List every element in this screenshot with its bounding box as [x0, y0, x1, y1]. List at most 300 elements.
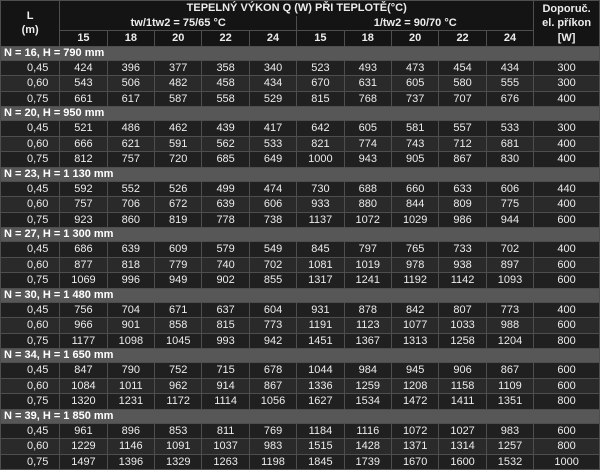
output-cell: 962	[155, 378, 202, 394]
output-cell: 774	[344, 136, 391, 152]
output-cell: 819	[155, 212, 202, 228]
output-cell: 880	[344, 197, 391, 213]
output-cell: 1084	[60, 378, 107, 394]
temp-a-24: 24	[249, 31, 296, 47]
output-cell: 993	[202, 333, 249, 349]
output-cell: 396	[107, 60, 154, 76]
length-unit: (m)	[21, 24, 39, 37]
output-cell: 815	[297, 91, 344, 107]
power-cell: 400	[534, 136, 600, 152]
output-cell: 1497	[60, 454, 107, 470]
output-cell: 1411	[439, 394, 486, 410]
output-cell: 986	[439, 212, 486, 228]
output-cell: 606	[249, 197, 296, 213]
output-cell: 358	[202, 60, 249, 76]
output-cell: 878	[344, 302, 391, 318]
output-cell: 605	[391, 76, 438, 92]
output-cell: 609	[155, 242, 202, 258]
output-cell: 557	[439, 121, 486, 137]
table-row	[1, 273, 600, 289]
table-row	[1, 197, 600, 213]
output-cell: 1451	[297, 333, 344, 349]
table-row	[1, 181, 600, 197]
output-cell: 1091	[155, 439, 202, 455]
output-cell: 1184	[297, 423, 344, 439]
output-cell: 1045	[155, 333, 202, 349]
output-cell: 686	[60, 242, 107, 258]
output-cell: 523	[297, 60, 344, 76]
table-title: TEPELNÝ VÝKON Q (W) PŘI TEPLOTĚ(°C)	[60, 1, 534, 16]
temp-b-24: 24	[486, 31, 533, 47]
output-cell: 706	[107, 197, 154, 213]
output-cell: 633	[439, 181, 486, 197]
table-row	[1, 212, 600, 228]
length-cell: 0,45	[1, 181, 60, 197]
output-cell: 621	[107, 136, 154, 152]
output-cell: 1263	[202, 454, 249, 470]
power-cell: 600	[534, 378, 600, 394]
length-cell: 0,75	[1, 394, 60, 410]
output-cell: 847	[60, 363, 107, 379]
temp-a-18: 18	[107, 31, 154, 47]
output-cell: 737	[391, 91, 438, 107]
length-cell: 0,60	[1, 378, 60, 394]
output-cell: 439	[202, 121, 249, 137]
table-row	[1, 136, 600, 152]
output-cell: 434	[486, 60, 533, 76]
output-cell: 1198	[249, 454, 296, 470]
power-cell: 600	[534, 212, 600, 228]
table-row	[1, 394, 600, 410]
group-header-row	[1, 167, 600, 181]
output-cell: 1191	[297, 318, 344, 334]
output-cell: 942	[249, 333, 296, 349]
temp-b-22: 22	[439, 31, 486, 47]
output-cell: 1258	[439, 333, 486, 349]
length-cell: 0,45	[1, 423, 60, 439]
temp-a-20: 20	[155, 31, 202, 47]
output-cell: 637	[202, 302, 249, 318]
output-cell: 666	[60, 136, 107, 152]
table-row	[1, 152, 600, 168]
output-cell: 506	[107, 76, 154, 92]
output-cell: 897	[486, 257, 533, 273]
group-label: N = 39, H = 1 850 mm	[1, 409, 600, 423]
output-cell: 1019	[344, 257, 391, 273]
output-cell: 521	[60, 121, 107, 137]
output-cell: 984	[344, 363, 391, 379]
output-cell: 961	[60, 423, 107, 439]
output-cell: 1072	[344, 212, 391, 228]
output-cell: 757	[60, 197, 107, 213]
output-cell: 672	[155, 197, 202, 213]
length-cell: 0,45	[1, 60, 60, 76]
output-cell: 902	[202, 273, 249, 289]
power-cell: 400	[534, 152, 600, 168]
power-cell: 800	[534, 439, 600, 455]
table-row	[1, 242, 600, 258]
length-cell: 0,60	[1, 197, 60, 213]
output-cell: 1317	[297, 273, 344, 289]
group-label: N = 23, H = 1 130 mm	[1, 167, 600, 181]
output-cell: 752	[155, 363, 202, 379]
output-cell: 462	[155, 121, 202, 137]
power-column-header	[534, 1, 600, 47]
output-cell: 1336	[297, 378, 344, 394]
length-cell: 0,60	[1, 136, 60, 152]
output-cell: 1532	[486, 454, 533, 470]
output-cell: 473	[391, 60, 438, 76]
output-cell: 1029	[391, 212, 438, 228]
output-cell: 1027	[439, 423, 486, 439]
length-cell: 0,45	[1, 363, 60, 379]
output-cell: 1204	[486, 333, 533, 349]
output-cell: 676	[486, 91, 533, 107]
output-cell: 730	[297, 181, 344, 197]
output-cell: 499	[202, 181, 249, 197]
temp-a-22: 22	[202, 31, 249, 47]
output-cell: 707	[439, 91, 486, 107]
output-cell: 812	[60, 152, 107, 168]
output-cell: 945	[391, 363, 438, 379]
output-cell: 606	[486, 181, 533, 197]
group-label: N = 30, H = 1 480 mm	[1, 288, 600, 302]
output-cell: 1123	[344, 318, 391, 334]
output-cell: 811	[202, 423, 249, 439]
output-cell: 867	[486, 363, 533, 379]
output-cell: 702	[486, 242, 533, 258]
group-header-row	[1, 107, 600, 121]
output-cell: 1396	[107, 454, 154, 470]
table-row	[1, 454, 600, 470]
output-cell: 996	[107, 273, 154, 289]
output-cell: 773	[486, 302, 533, 318]
output-cell: 671	[155, 302, 202, 318]
output-cell: 1137	[297, 212, 344, 228]
output-cell: 1367	[344, 333, 391, 349]
table-header	[1, 1, 600, 47]
output-cell: 604	[249, 302, 296, 318]
output-cell: 988	[486, 318, 533, 334]
output-cell: 944	[486, 212, 533, 228]
power-cell: 600	[534, 257, 600, 273]
output-cell: 493	[344, 60, 391, 76]
output-cell: 543	[60, 76, 107, 92]
output-cell: 914	[202, 378, 249, 394]
table-row	[1, 423, 600, 439]
output-cell: 661	[60, 91, 107, 107]
output-cell: 906	[439, 363, 486, 379]
output-cell: 712	[439, 136, 486, 152]
output-cell: 1320	[60, 394, 107, 410]
output-cell: 867	[439, 152, 486, 168]
length-cell: 0,45	[1, 242, 60, 258]
output-cell: 580	[439, 76, 486, 92]
output-cell: 1177	[60, 333, 107, 349]
output-cell: 562	[202, 136, 249, 152]
output-cell: 733	[439, 242, 486, 258]
output-cell: 797	[344, 242, 391, 258]
power-cell: 300	[534, 60, 600, 76]
output-cell: 642	[297, 121, 344, 137]
table-row	[1, 439, 600, 455]
group-header-row	[1, 46, 600, 60]
output-cell: 983	[486, 423, 533, 439]
output-cell: 660	[391, 181, 438, 197]
temp-b-20: 20	[391, 31, 438, 47]
output-cell: 1329	[155, 454, 202, 470]
output-cell: 738	[249, 212, 296, 228]
output-cell: 1670	[391, 454, 438, 470]
output-cell: 1600	[439, 454, 486, 470]
output-cell: 639	[107, 242, 154, 258]
output-cell: 1627	[297, 394, 344, 410]
length-cell: 0,60	[1, 439, 60, 455]
power-cell: 400	[534, 242, 600, 258]
power-cell: 300	[534, 76, 600, 92]
output-cell: 617	[107, 91, 154, 107]
output-cell: 1314	[439, 439, 486, 455]
output-cell: 704	[107, 302, 154, 318]
output-cell: 581	[391, 121, 438, 137]
power-cell: 400	[534, 302, 600, 318]
output-cell: 678	[249, 363, 296, 379]
power-cell: 600	[534, 363, 600, 379]
output-cell: 983	[249, 439, 296, 455]
length-cell: 0,75	[1, 454, 60, 470]
table-row	[1, 318, 600, 334]
output-cell: 1739	[344, 454, 391, 470]
output-cell: 756	[60, 302, 107, 318]
output-cell: 702	[249, 257, 296, 273]
output-cell: 1515	[297, 439, 344, 455]
output-cell: 858	[155, 318, 202, 334]
temp-b-18: 18	[344, 31, 391, 47]
output-cell: 681	[486, 136, 533, 152]
output-cell: 978	[391, 257, 438, 273]
output-cell: 533	[249, 136, 296, 152]
output-cell: 688	[344, 181, 391, 197]
output-cell: 1351	[486, 394, 533, 410]
power-cell: 440	[534, 181, 600, 197]
output-cell: 605	[344, 121, 391, 137]
group-header-row	[1, 409, 600, 423]
output-cell: 533	[486, 121, 533, 137]
power-cell: 600	[534, 423, 600, 439]
group-label: N = 16, H = 790 mm	[1, 46, 600, 60]
length-label: L	[26, 9, 34, 22]
output-cell: 424	[60, 60, 107, 76]
output-cell: 649	[249, 152, 296, 168]
length-cell: 0,75	[1, 212, 60, 228]
output-cell: 1033	[439, 318, 486, 334]
power-label-line3: [W]	[557, 31, 576, 44]
output-cell: 1109	[486, 378, 533, 394]
output-cell: 1069	[60, 273, 107, 289]
output-cell: 1146	[107, 439, 154, 455]
output-cell: 1000	[297, 152, 344, 168]
table-row	[1, 76, 600, 92]
output-cell: 821	[297, 136, 344, 152]
power-cell: 400	[534, 197, 600, 213]
output-cell: 938	[439, 257, 486, 273]
output-cell: 377	[155, 60, 202, 76]
output-cell: 685	[202, 152, 249, 168]
length-cell: 0,75	[1, 91, 60, 107]
output-cell: 778	[202, 212, 249, 228]
output-cell: 757	[107, 152, 154, 168]
temperature-group-b: 1/tw2 = 90/70 °C	[297, 16, 534, 31]
output-cell: 591	[155, 136, 202, 152]
output-cell: 1257	[486, 439, 533, 455]
output-cell: 552	[107, 181, 154, 197]
output-cell: 1093	[486, 273, 533, 289]
output-cell: 1077	[391, 318, 438, 334]
group-header-row	[1, 288, 600, 302]
power-cell: 300	[534, 121, 600, 137]
output-cell: 1056	[249, 394, 296, 410]
output-cell: 526	[155, 181, 202, 197]
output-cell: 740	[202, 257, 249, 273]
output-cell: 933	[297, 197, 344, 213]
output-cell: 966	[60, 318, 107, 334]
output-cell: 1142	[439, 273, 486, 289]
output-cell: 809	[439, 197, 486, 213]
group-label: N = 27, H = 1 300 mm	[1, 228, 600, 242]
output-cell: 587	[155, 91, 202, 107]
output-cell: 579	[202, 242, 249, 258]
length-column-header	[1, 1, 60, 47]
output-cell: 949	[155, 273, 202, 289]
output-cell: 639	[202, 197, 249, 213]
output-cell: 867	[249, 378, 296, 394]
output-cell: 549	[249, 242, 296, 258]
table-row	[1, 60, 600, 76]
power-cell: 800	[534, 333, 600, 349]
output-cell: 529	[249, 91, 296, 107]
output-cell: 1428	[344, 439, 391, 455]
output-cell: 1313	[391, 333, 438, 349]
power-label-line1: Doporuč.	[542, 2, 591, 15]
length-cell: 0,75	[1, 152, 60, 168]
table-row	[1, 257, 600, 273]
output-cell: 815	[202, 318, 249, 334]
table-row	[1, 378, 600, 394]
output-cell: 790	[107, 363, 154, 379]
output-cell: 768	[344, 91, 391, 107]
table-row	[1, 302, 600, 318]
output-cell: 1229	[60, 439, 107, 455]
output-cell: 844	[391, 197, 438, 213]
output-cell: 842	[391, 302, 438, 318]
power-cell: 600	[534, 318, 600, 334]
output-cell: 901	[107, 318, 154, 334]
output-cell: 860	[107, 212, 154, 228]
output-cell: 592	[60, 181, 107, 197]
table-body	[1, 46, 600, 470]
table-row	[1, 333, 600, 349]
output-cell: 830	[486, 152, 533, 168]
output-cell: 1011	[107, 378, 154, 394]
temp-a-15: 15	[60, 31, 107, 47]
output-cell: 943	[344, 152, 391, 168]
output-cell: 855	[249, 273, 296, 289]
output-cell: 434	[249, 76, 296, 92]
output-cell: 853	[155, 423, 202, 439]
output-cell: 896	[107, 423, 154, 439]
output-cell: 1845	[297, 454, 344, 470]
group-header-row	[1, 228, 600, 242]
output-cell: 340	[249, 60, 296, 76]
output-cell: 905	[391, 152, 438, 168]
output-cell: 1037	[202, 439, 249, 455]
output-cell: 1116	[344, 423, 391, 439]
output-cell: 1241	[344, 273, 391, 289]
output-cell: 1098	[107, 333, 154, 349]
output-cell: 765	[391, 242, 438, 258]
output-cell: 877	[60, 257, 107, 273]
output-cell: 715	[202, 363, 249, 379]
output-cell: 773	[249, 318, 296, 334]
group-label: N = 34, H = 1 650 mm	[1, 349, 600, 363]
length-cell: 0,45	[1, 121, 60, 137]
output-cell: 1259	[344, 378, 391, 394]
output-cell: 818	[107, 257, 154, 273]
output-cell: 923	[60, 212, 107, 228]
output-cell: 1192	[391, 273, 438, 289]
length-cell: 0,45	[1, 302, 60, 318]
output-cell: 670	[297, 76, 344, 92]
output-cell: 1371	[391, 439, 438, 455]
output-cell: 482	[155, 76, 202, 92]
output-cell: 769	[249, 423, 296, 439]
output-cell: 720	[155, 152, 202, 168]
power-label-line2: el. příkon	[542, 17, 592, 29]
group-header-row	[1, 349, 600, 363]
output-cell: 631	[344, 76, 391, 92]
output-cell: 931	[297, 302, 344, 318]
output-cell: 845	[297, 242, 344, 258]
temp-b-15: 15	[297, 31, 344, 47]
length-cell: 0,60	[1, 76, 60, 92]
output-cell: 1472	[391, 394, 438, 410]
length-cell: 0,75	[1, 333, 60, 349]
length-cell: 0,75	[1, 273, 60, 289]
length-cell: 0,60	[1, 318, 60, 334]
table-row	[1, 121, 600, 137]
output-cell: 454	[439, 60, 486, 76]
table-row	[1, 363, 600, 379]
output-cell: 1158	[439, 378, 486, 394]
output-cell: 558	[202, 91, 249, 107]
output-cell: 1534	[344, 394, 391, 410]
output-cell: 474	[249, 181, 296, 197]
output-cell: 458	[202, 76, 249, 92]
output-cell: 1208	[391, 378, 438, 394]
output-cell: 807	[439, 302, 486, 318]
table-row	[1, 91, 600, 107]
output-cell: 1114	[202, 394, 249, 410]
output-cell: 417	[249, 121, 296, 137]
power-cell: 1000	[534, 454, 600, 470]
output-cell: 1081	[297, 257, 344, 273]
output-cell: 486	[107, 121, 154, 137]
power-cell: 800	[534, 394, 600, 410]
output-cell: 1231	[107, 394, 154, 410]
group-label: N = 20, H = 950 mm	[1, 107, 600, 121]
output-cell: 1044	[297, 363, 344, 379]
output-cell: 779	[155, 257, 202, 273]
